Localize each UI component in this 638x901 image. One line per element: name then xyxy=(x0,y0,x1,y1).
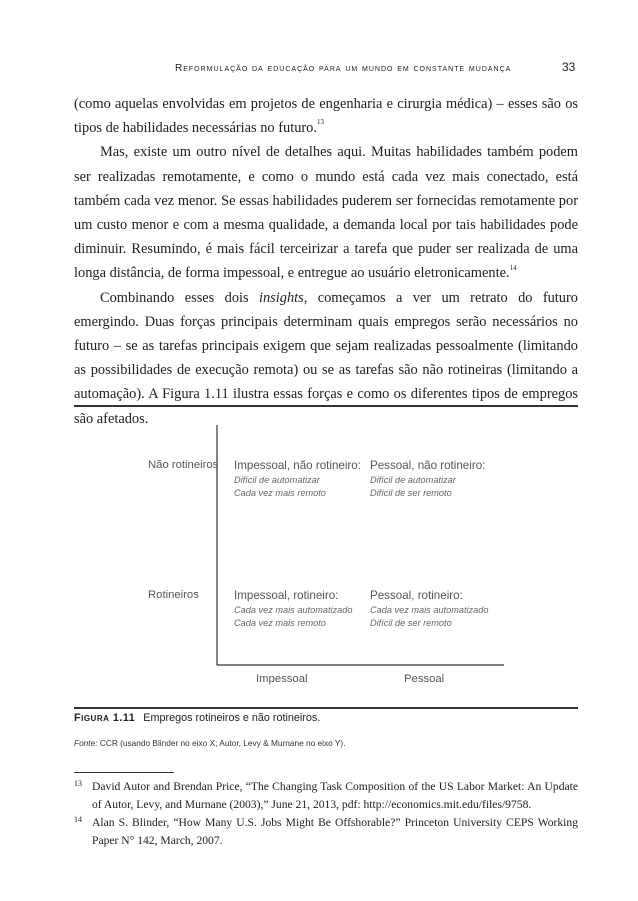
footnote-text: Alan S. Blinder, “How Many U.S. Jobs Might Be Offshorable?” Princeton University CEPS Working Paper N° 142, March, 2007. xyxy=(92,816,578,847)
cell-top-left-line-2: Cada vez mais remoto xyxy=(234,488,326,498)
col-label-pessoal: Pessoal xyxy=(404,673,445,685)
cell-bottom-right-line-1: Cada vez mais automatizado xyxy=(370,605,489,615)
cell-top-left-title: Impessoal, não rotineiro: xyxy=(234,459,361,472)
figure-bottom-rule xyxy=(74,707,578,709)
col-label-impessoal: Impessoal xyxy=(256,673,308,685)
source-text: CCR (usando Blinder no eixo X; Autor, Levy & Murnane no eixo Y). xyxy=(99,738,346,748)
footnote-ref-13[interactable]: 13 xyxy=(316,118,324,127)
footnotes xyxy=(74,778,578,850)
paragraph-3-emphasis: insights xyxy=(258,289,304,306)
paragraph-2-text: Mas, existe um outro nível de detalhes aqui. Muitas habilidades também podem ser realizadas remotamente, e como o mundo está cada vez mais conectado, está também cada vez menor. Se essas habilidades puderem ser fornecidas remotamente por um custo menor e com a mesma qualidade, a demanda local por tais habilidades pode diminuir. Resumindo, é mais fácil terceirizar a tarefa que puder ser realizada de uma longa distância, de forma impessoal, e entregue ao usuário eletronicamente. xyxy=(74,144,578,282)
row-label-nao-rotineiros: Não rotineiros xyxy=(148,459,219,471)
paragraph-1 xyxy=(74,92,578,140)
cell-bottom-left-title: Impessoal, rotineiro: xyxy=(234,589,339,602)
figure-caption xyxy=(74,712,578,724)
footnote-number: 14 xyxy=(74,815,82,825)
cell-bottom-left-line-1: Cada vez mais automatizado xyxy=(234,605,353,615)
cell-top-right-line-1: Difícil de automatizar xyxy=(370,475,456,485)
paragraph-1-text: (como aquelas envolvidas em projetos de engenharia e cirurgia médica) – esses são os tipos de habilidades necessárias no futuro. xyxy=(74,96,578,137)
source-label: Fonte: xyxy=(74,738,98,748)
cell-bottom-left-line-2: Cada vez mais remoto xyxy=(234,618,326,628)
footnote-text: David Autor and Brendan Price, “The Changing Task Composition of the US Labor Market: An Update of Autor, Levy, and Murnane (2003),” June 21, 2013, pdf: http://economics.mit.edu/files/9758. xyxy=(92,780,578,811)
running-head: Reformulação da educação para um mundo em constante mudança xyxy=(175,63,512,74)
paragraph-3-after: , começamos a ver um retrato do futuro emergindo. Duas forças principais determinam quais empregos serão necessários no futuro – se as tarefas principais exigem que sejam realizadas pessoalmente (limitando as possibilidades de execução remota) ou se as tarefas são não rotineiras (limitando a automação). A Figura 1.11 ilustra essas forças e como os diferentes tipos de empregos são afetados. xyxy=(74,289,578,427)
footnote-14 xyxy=(74,814,578,849)
caption-label: Figura 1.11 xyxy=(74,712,136,724)
cell-bottom-right-title: Pessoal, rotineiro: xyxy=(370,589,463,602)
row-label-rotineiros: Rotineiros xyxy=(148,589,199,601)
cell-bottom-right-line-2: Difícil de ser remoto xyxy=(370,618,452,628)
quadrant-axes xyxy=(74,407,578,707)
paragraph-2 xyxy=(74,140,578,285)
cell-top-left-line-1: Difícil de automatizar xyxy=(234,475,320,485)
body-text xyxy=(74,92,578,431)
figure-quadrant xyxy=(74,407,578,707)
footnote-13 xyxy=(74,778,578,813)
cell-top-right-line-2: Difícil de ser remoto xyxy=(370,488,452,498)
footnote-number: 13 xyxy=(74,779,82,788)
caption-text: Empregos rotineiros e não rotineiros. xyxy=(143,712,321,724)
figure-source xyxy=(74,738,578,748)
page-number: 33 xyxy=(562,60,576,74)
paragraph-3-before: Combinando esses dois xyxy=(100,289,259,306)
footnote-rule xyxy=(74,772,174,773)
cell-top-right-title: Pessoal, não rotineiro: xyxy=(370,459,486,472)
footnote-ref-14[interactable]: 14 xyxy=(509,263,517,272)
